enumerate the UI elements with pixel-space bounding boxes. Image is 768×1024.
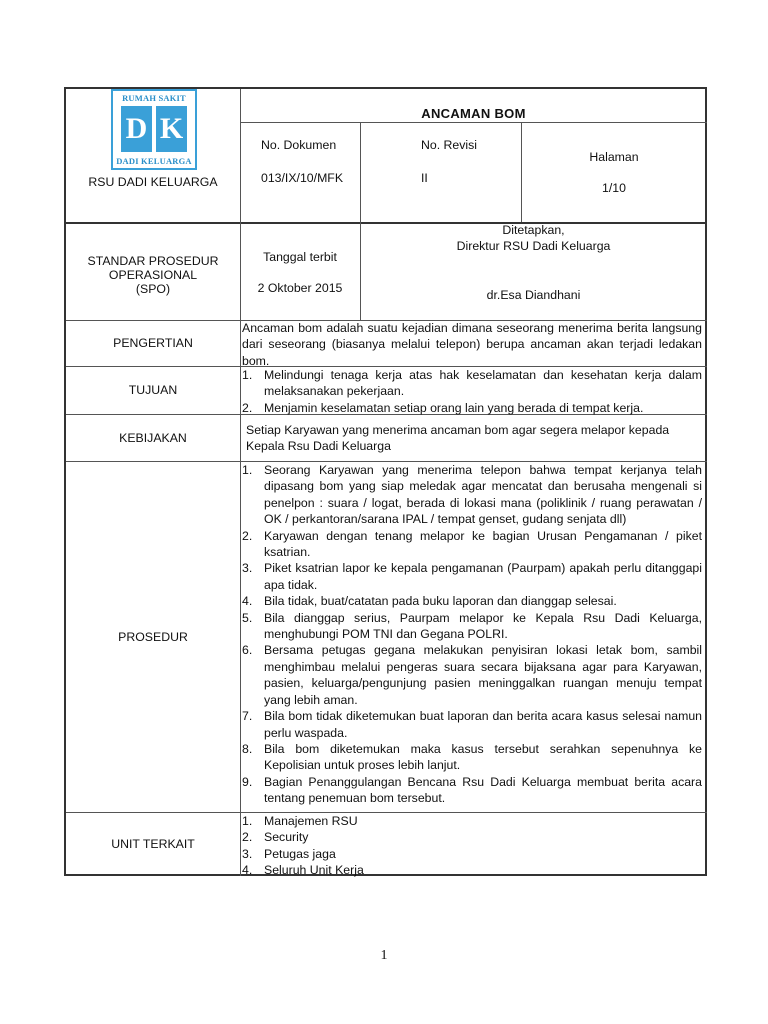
doc-number-value: 013/IX/10/MFK [261, 171, 344, 185]
item-number: 7. [242, 709, 253, 724]
logo-letters [121, 106, 187, 152]
item-number: 9. [242, 774, 253, 789]
item-number: 3. [242, 561, 253, 576]
item-text: Melindungi tenaga kerja atas hak keselamatan dan kesehatan kerja dalam melaksanakan pekerjaan. [264, 368, 702, 399]
list-item [242, 741, 702, 774]
item-number: 6. [242, 643, 253, 658]
item-number: 4. [242, 863, 253, 878]
spo-label [66, 254, 240, 296]
approver-name: dr.Esa Diandhani [486, 288, 581, 302]
list-item [242, 400, 702, 416]
issue-date-label: Tanggal terbit [263, 250, 337, 264]
revision-label: No. Revisi [421, 138, 478, 152]
item-number: 8. [242, 741, 253, 756]
divider-title [240, 122, 707, 123]
item-text: Karyawan dengan tenang melapor ke bagian Urusan Pengamanan / piket ksatrian. [264, 528, 702, 560]
kebijakan-text: Setiap Karyawan yang menerima ancaman bom agar segera melapor kepada Kepala Rsu Dadi Keluarga [246, 423, 670, 454]
section-label-prosedur: PROSEDUR [118, 629, 188, 644]
logo-top-text: RUMAH SAKIT [122, 93, 186, 103]
item-number: 5. [242, 610, 253, 625]
list-item [242, 462, 702, 528]
list-item [242, 610, 702, 643]
list-item [242, 642, 702, 708]
list-item [242, 813, 702, 829]
logo-letter-d: D [121, 106, 152, 152]
item-text: Bila dianggap serius, Paurpam melapor ke Kepala Rsu Dadi Keluarga, menghubungi POM TNI dan Gegana POLRI. [264, 610, 702, 642]
section-label-kebijakan: KEBIJAKAN [119, 430, 187, 445]
approved-line2: Direktur RSU Dadi Keluarga [456, 239, 611, 253]
item-text: Bila bom diketemukan maka kasus tersebut serahkan sepenuhnya ke Kepolisian untuk proses lebih lanjut. [264, 741, 702, 773]
list-item [242, 367, 702, 400]
item-number: 2. [242, 528, 253, 543]
section-label-tujuan: TUJUAN [128, 383, 178, 397]
spo-label-line2: OPERASIONAL [108, 268, 198, 282]
spo-label-line1: STANDAR PROSEDUR [87, 254, 219, 268]
page-value: 1/10 [602, 181, 626, 195]
doc-number-label: No. Dokumen [261, 138, 337, 152]
divider-revision-column [521, 122, 522, 222]
list-item [242, 846, 702, 862]
list-item [242, 708, 702, 741]
list-item [242, 560, 702, 593]
list-item [242, 829, 702, 845]
divider-label-column [240, 89, 241, 876]
item-text: Petugas jaga [264, 846, 336, 861]
approved-line1: Ditetapkan, [502, 223, 565, 237]
spo-label-line3: (SPO) [135, 282, 171, 296]
item-number: 1. [242, 463, 253, 477]
item-text: Seorang Karyawan yang menerima telepon bahwa tempat kerjanya telah dipasang bom yang siap meledak agar mencatat dan berusaha mengenali si penelpon : suara / logat, berada di lokasi mana (poliklinik / ruang perawatan / OK / perkantoran/sarana IPAL / tempat genset, gudang senjata dll) [264, 463, 702, 527]
section-label-pengertian: PENGERTIAN [113, 336, 193, 350]
item-text: Bila bom tidak diketemukan buat laporan dan berita acara kasus selesai namun perlu waspada. [264, 709, 702, 740]
tujuan-list [242, 367, 702, 416]
item-text: Bagian Penanggulangan Bencana Rsu Dadi Keluarga membuat berita acara tentang penemuan bom tersebut. [264, 774, 702, 806]
item-number: 1. [242, 814, 253, 828]
item-number: 3. [242, 846, 253, 861]
item-number: 1. [242, 368, 253, 382]
item-text: Security [264, 830, 309, 845]
section-label-unit-terkait: UNIT TERKAIT [111, 837, 195, 851]
issue-date-value: 2 Oktober 2015 [257, 281, 343, 295]
item-text: Seluruh Unit Kerja [264, 863, 364, 878]
spo-document-table [64, 87, 707, 876]
document-title: ANCAMAN BOM [421, 106, 526, 121]
hospital-name: RSU DADI KELUARGA [88, 175, 218, 189]
item-text: Manajemen RSU [264, 814, 358, 828]
item-number: 2. [242, 400, 253, 415]
list-item [242, 862, 702, 878]
hospital-logo [111, 89, 197, 170]
item-number: 2. [242, 830, 253, 845]
item-text: Menjamin keselamatan setiap orang lain yang berada di tempat kerja. [264, 400, 644, 415]
item-text: Bila tidak, buat/catatan pada buku laporan dan dianggap selesai. [264, 594, 617, 609]
list-item [242, 774, 702, 807]
logo-bottom-text: DADI KELUARGA [116, 156, 192, 166]
list-item [242, 593, 702, 609]
logo-letter-k: K [156, 106, 187, 152]
item-number: 4. [242, 594, 253, 609]
page-label: Halaman [589, 150, 639, 164]
pengertian-text: Ancaman bom adalah suatu kejadian dimana seseorang menerima berita langsung dari seseorang (biasanya melalui telepon) berupa ancaman akan terjadi ledakan bom. [242, 321, 702, 368]
revision-value: II [421, 171, 428, 185]
page-number: 1 [380, 948, 388, 963]
list-item [242, 528, 702, 561]
prosedur-list [242, 462, 702, 807]
item-text: Bersama petugas gegana melakukan penyisiran lokasi letak bom, sambil menghimbau melalui pengeras suara secara bijaksana agar para Karyawan, pasien, keluarga/pengunjung pasien meninggalkan ruangan menuju tempat yang lebih aman. [264, 643, 702, 707]
item-text: Piket ksatrian lapor ke kepala pengamanan (Paurpam) apakah perlu ditanggapi apa tidak. [264, 561, 702, 592]
unit-terkait-list [242, 813, 702, 879]
